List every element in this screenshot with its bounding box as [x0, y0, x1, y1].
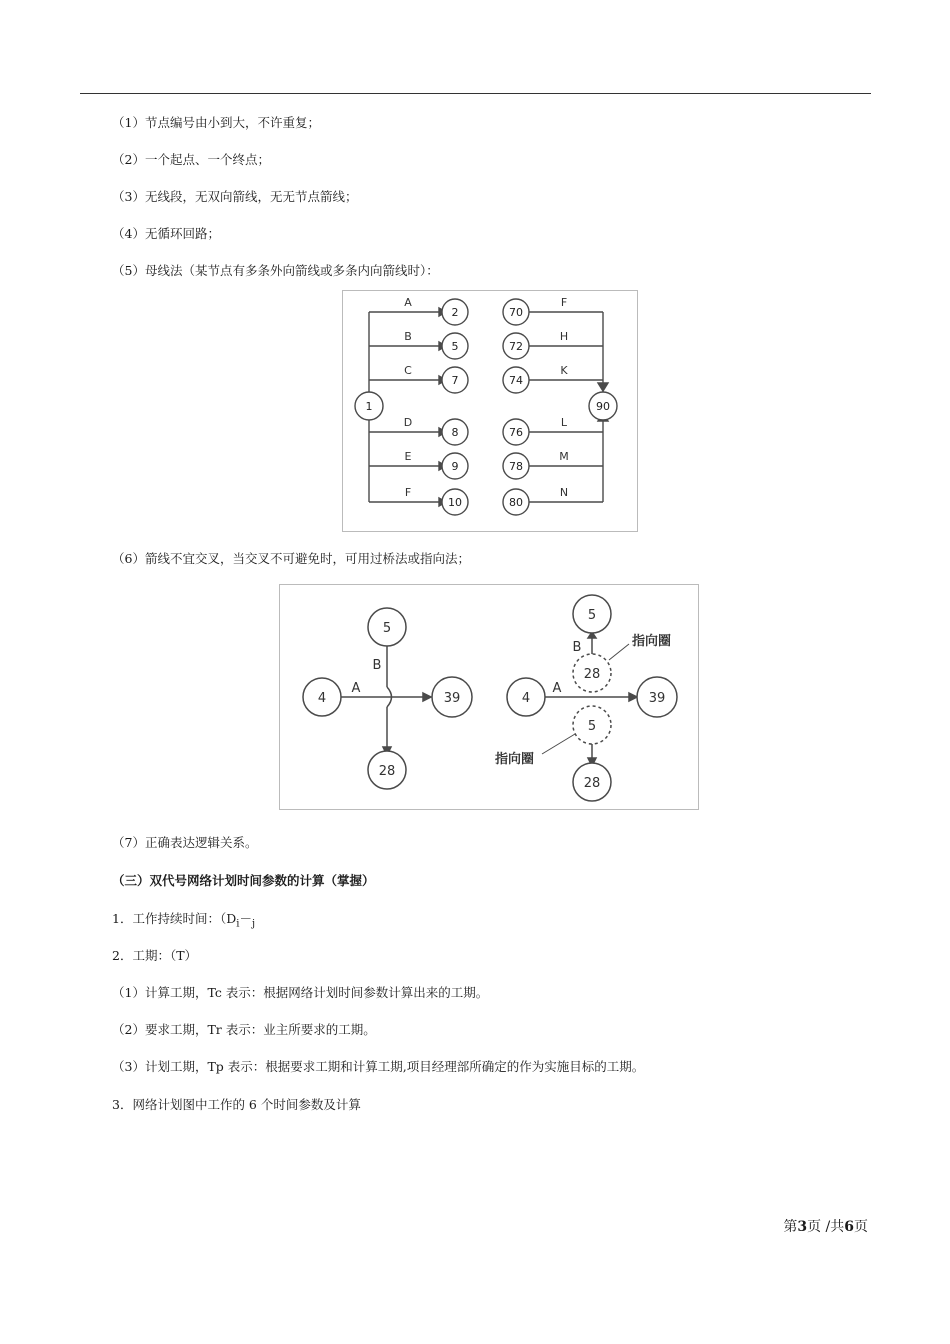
edge-label-l: L: [560, 416, 568, 429]
start-node-label: 1: [365, 400, 373, 413]
period-2: （2）要求工期，Tr 表示：业主所要求的工期。: [112, 1022, 376, 1037]
item-2: 2．工期：（T）: [112, 948, 198, 963]
bridge-node-top: 5: [382, 621, 392, 636]
node-9: 9: [451, 460, 459, 473]
pointer-label-a: A: [552, 681, 562, 696]
item-3: 3．网络计划图中工作的 6 个时间参数及计算: [112, 1097, 361, 1112]
node-7: 7: [451, 374, 459, 387]
bridge-node-left: 4: [317, 691, 327, 706]
node-78: 78: [509, 460, 523, 473]
footer-total: 6: [844, 1219, 854, 1235]
item-1-after: －: [239, 911, 252, 926]
node-76: 76: [509, 426, 523, 439]
edge-label-b: B: [404, 330, 412, 343]
edge-label-a: A: [404, 296, 412, 309]
pointer-method: [494, 595, 677, 801]
edge-label-f2: F: [560, 296, 568, 309]
rule-1: （1）节点编号由小到大，不许重复；: [112, 115, 320, 130]
rule-4: （4）无循环回路；: [112, 226, 220, 241]
node-80: 80: [509, 496, 523, 509]
pointer-node-left: 4: [521, 691, 531, 706]
header-rule: [80, 93, 871, 94]
pointer-node-right: 39: [648, 691, 666, 706]
footer-post: 页: [854, 1219, 868, 1235]
page-footer: [783, 1216, 868, 1236]
edge-label-d: D: [403, 416, 413, 429]
period-1: （1）计算工期，Tc 表示：根据网络计划时间参数计算出来的工期。: [112, 985, 489, 1000]
pointer-node-top: 5: [587, 608, 597, 623]
node-8: 8: [451, 426, 459, 439]
pointer-circle-tag-upper: 指向圈: [632, 634, 672, 649]
edge-label-k: K: [560, 364, 568, 377]
bridge-label-a: A: [351, 681, 361, 696]
pointer-circle-tag-lower: 指向圈: [495, 752, 535, 767]
edge-label-e: E: [404, 450, 412, 463]
edge-label-m: M: [559, 450, 569, 463]
edge-label-f: F: [404, 486, 412, 499]
pointer-node-upper-mid: 28: [583, 667, 601, 682]
node-10: 10: [448, 496, 462, 509]
pointer-node-bottom: 28: [583, 776, 601, 791]
node-72: 72: [509, 340, 523, 353]
rule-5: （5）母线法（某节点有多条外向箭线或多条内向箭线时）：: [112, 263, 439, 278]
edge-label-h: H: [559, 330, 569, 343]
node-74: 74: [509, 374, 523, 387]
period-3: （3）计划工期，Tp 表示：根据要求工期和计算工期,项目经理部所确定的作为实施目标的工期。: [112, 1059, 645, 1074]
bridge-node-bottom: 28: [378, 764, 396, 779]
node-5: 5: [451, 340, 459, 353]
crossing-methods-diagram: [279, 584, 699, 810]
pointer-label-b: B: [572, 640, 582, 655]
rule-3: （3）无线段，无双向箭线，无无节点箭线；: [112, 189, 358, 204]
node-2: 2: [451, 306, 459, 319]
pointer-node-lower-mid: 5: [587, 719, 597, 734]
footer-pre: 第: [783, 1219, 798, 1235]
rule-6: （6）箭线不宜交叉，当交叉不可避免时，可用过桥法或指向法；: [112, 551, 470, 566]
item-1-sub-i: i: [236, 918, 240, 930]
footer-mid: 页 /共: [807, 1219, 845, 1235]
item-1-text: 1．工作持续时间：（D: [112, 911, 237, 926]
rule-7: （7）正确表达逻辑关系。: [112, 835, 258, 850]
item-1-sub-j: j: [251, 918, 256, 930]
node-70: 70: [509, 306, 523, 319]
bridge-label-b: B: [372, 658, 382, 673]
footer-page: 3: [797, 1219, 808, 1235]
bus-line-diagram: [342, 290, 638, 532]
section-title: （三）双代号网络计划时间参数的计算（掌握）: [112, 873, 375, 888]
edge-label-n: N: [559, 486, 569, 499]
bridge-method: [303, 608, 472, 789]
rule-2: （2）一个起点、一个终点；: [112, 152, 270, 167]
end-node-label: 90: [596, 400, 610, 413]
edge-label-c: C: [404, 364, 412, 377]
item-1: [112, 911, 255, 933]
bridge-node-right: 39: [443, 691, 461, 706]
